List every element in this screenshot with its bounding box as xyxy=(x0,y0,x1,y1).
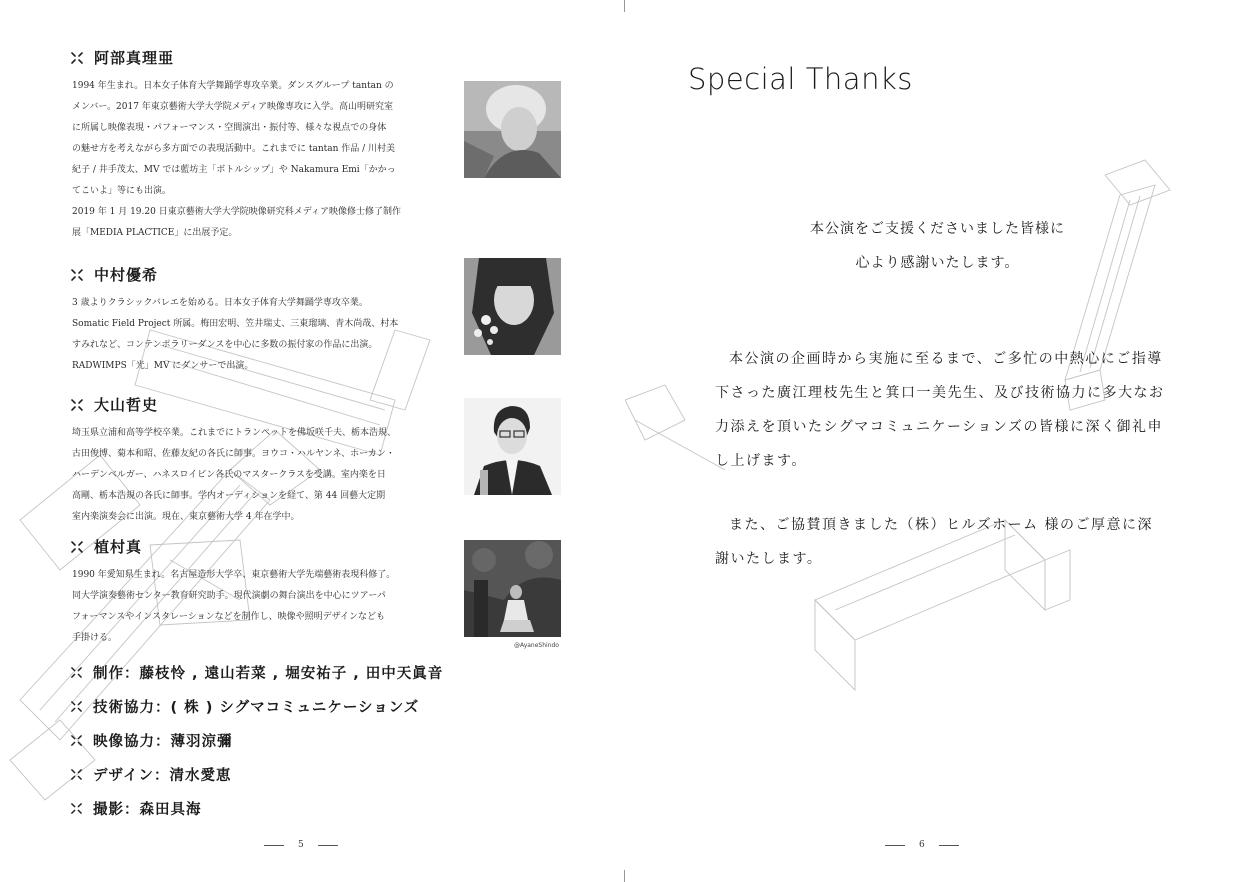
credit-technical-cooperation xyxy=(70,696,419,717)
profile-name-oyama xyxy=(70,394,158,415)
profile-name-nakamura xyxy=(70,264,158,285)
profile-name-text: 中村優希 xyxy=(94,266,159,284)
portrait-photo-uemura xyxy=(464,540,561,637)
crop-mark xyxy=(624,870,625,882)
bio-line: 古田俊博、菊本和昭、佐藤友紀の各氏に師事。ヨウコ・ハルヤンネ、ホーカン・ xyxy=(72,449,395,459)
bio-line: 室内楽演奏会に出演。現在、東京藝術大学 4 年在学中。 xyxy=(72,512,300,522)
profile-name-text: 阿部真理亜 xyxy=(94,49,175,67)
profile-bio-oyama xyxy=(72,423,447,528)
cross-mark-icon xyxy=(70,768,83,781)
right-page xyxy=(625,0,1250,882)
profile-bio-abe xyxy=(72,76,447,244)
profile-name-uemura xyxy=(70,536,142,557)
cross-mark-icon xyxy=(70,540,84,554)
thanks-paragraph-1 xyxy=(715,342,1165,478)
credit-production xyxy=(70,662,443,683)
credit-video-cooperation xyxy=(70,730,233,751)
page-number-text: 5 xyxy=(298,840,304,850)
cross-mark-icon xyxy=(70,700,83,713)
bio-line: RADWIMPS「光」MV にダンサーで出演。 xyxy=(72,361,254,371)
bio-line: 埼玉県立浦和高等学校卒業。これまでにトランペットを佛坂咲千夫、栃本浩規、 xyxy=(72,428,397,438)
bio-line: 1990 年愛知県生まれ。名古屋造形大学卒、東京藝術大学先端藝術表現科修了。 xyxy=(72,570,396,580)
page-title: Special Thanks xyxy=(688,62,913,96)
bio-line: 手掛ける。 xyxy=(72,633,118,643)
bio-line: ハーデンベルガー、ハネスロイビン各氏のマスタークラスを受講。室内楽を日 xyxy=(72,470,386,480)
intro-line-2: 心より感謝いたします。 xyxy=(855,255,1020,271)
credit-photography xyxy=(70,798,202,819)
credit-text: 制作：藤枝怜 , 遠山若菜 , 堀安祐子 , 田中天眞音 xyxy=(93,666,444,682)
credit-text: 技術協力：( 株 ) シグマコミュニケーションズ xyxy=(93,700,420,716)
bio-line: メンバー。2017 年東京藝術大学大学院メディア映像専攻に入学。高山明研究室 xyxy=(72,102,394,112)
profile-bio-nakamura xyxy=(72,293,447,377)
bio-line: 3 歳よりクラシックバレエを始める。日本女子体育大学舞踊学専攻卒業。 xyxy=(72,298,368,308)
crop-mark xyxy=(624,0,625,12)
bio-line: 紀子 / 井手茂太、MV では藍坊主「ボトルシップ」や Nakamura Emi「かかっ xyxy=(72,165,396,175)
cross-mark-icon xyxy=(70,666,83,679)
bio-line: Somatic Field Project 所属。梅田宏明、笠井瑞丈、三東瑠璃、青木尚哉、村本 xyxy=(72,319,399,329)
portrait-photo-nakamura xyxy=(464,258,561,355)
bio-line: 同大学演奏藝術センター教育研究助手。現代演劇の舞台演出を中心にツアーパ xyxy=(72,591,386,601)
profile-name-text: 大山哲史 xyxy=(94,396,159,414)
credit-design xyxy=(70,764,231,785)
cross-mark-icon xyxy=(70,51,84,65)
thanks-paragraph-2-text: また、ご協賛頂きました（株）ヒルズホーム 様のご厚意に深謝いたします。 xyxy=(715,517,1154,567)
page-number-text: 6 xyxy=(919,840,925,850)
portrait-photo-abe xyxy=(464,81,561,178)
bio-line: 展「MEDIA PLACTICE」に出展予定。 xyxy=(72,228,238,238)
bio-line: 高剛、栃本浩規の各氏に師事。学内オーディションを経て、第 44 回藝大定期 xyxy=(72,491,386,501)
page-number-right xyxy=(885,840,959,850)
bio-line: に所属し映像表現・パフォーマンス・空間演出・振付等、様々な視点での身体 xyxy=(72,123,387,133)
thanks-paragraph-1-text: 本公演の企画時から実施に至るまで、ご多忙の中熱心にご指導下さった廣江理枝先生と箕口一美先生、及び技術協力に多大なお力添えを頂いたシグマコミュニケーションズの皆様に深く御礼申し上げます。 xyxy=(715,351,1165,469)
credit-text: デザイン：清水愛恵 xyxy=(93,768,232,784)
bio-line: てこいよ」等にも出演。 xyxy=(72,186,172,196)
bio-line: すみれなど、コンテンポラリーダンスを中心に多数の振付家の作品に出演。 xyxy=(72,340,378,350)
bio-line: 1994 年生まれ。日本女子体育大学舞踊学専攻卒業。ダンスグループ tantan の xyxy=(72,81,394,91)
profile-bio-uemura xyxy=(72,565,447,649)
cross-mark-icon xyxy=(70,398,84,412)
photo-credit: @AyaneShindo xyxy=(514,642,559,649)
cross-mark-icon xyxy=(70,734,83,747)
profile-name-text: 植村真 xyxy=(94,538,143,556)
credit-text: 撮影：森田具海 xyxy=(93,802,202,818)
portrait-photo-oyama xyxy=(464,398,561,495)
cross-mark-icon xyxy=(70,268,84,282)
bio-line: の魅せ方を考えながら多方面での表現活動中。これまでに tantan 作品 / 川村美 xyxy=(72,144,396,154)
intro-line-1: 本公演をご支援くださいました皆様に xyxy=(810,221,1065,237)
cross-mark-icon xyxy=(70,802,83,815)
profile-name-abe xyxy=(70,47,174,68)
page-number-left xyxy=(264,840,338,850)
bio-line: 2019 年 1 月 19.20 日東京藝術大学大学院映像研究科メディア映像修士修了制作 xyxy=(72,207,401,217)
thanks-paragraph-2 xyxy=(715,508,1165,576)
bio-line: フォーマンスやインスタレーションなどを制作し、映像や照明デザインなども xyxy=(72,612,386,622)
credit-text: 映像協力：薄羽涼彌 xyxy=(93,734,233,750)
